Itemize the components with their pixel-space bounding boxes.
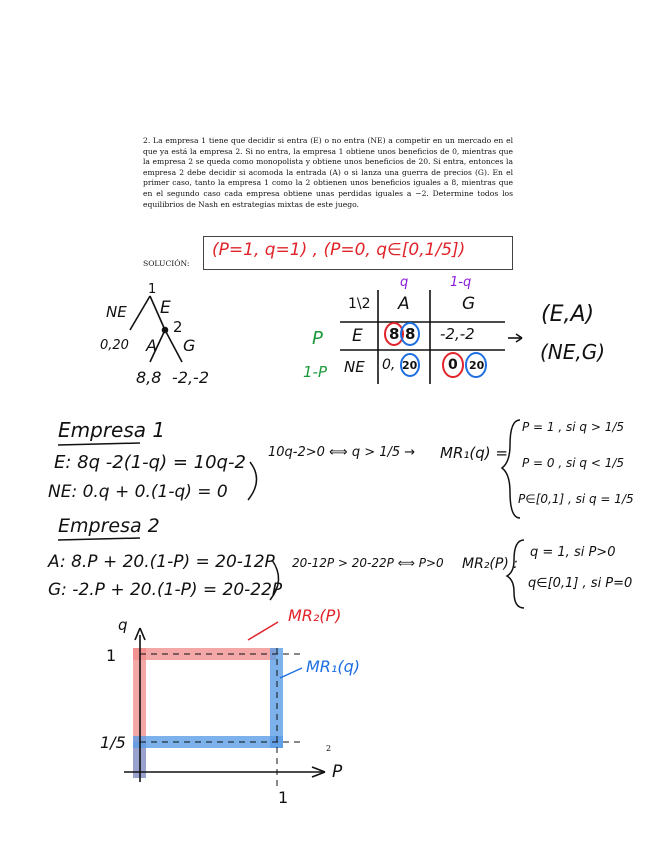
matrix-row-ne: NE (344, 358, 365, 376)
matrix-p-label: P (312, 328, 323, 349)
empresa2-condition: 20-12P > 20-22P ⟺ P>0 (292, 556, 444, 570)
empresa1-line-ne: NE: 0.q + 0.(1-q) = 0 (48, 482, 228, 502)
solution-label: SOLUCIÓN: (143, 259, 190, 268)
empresa2-underline (58, 538, 140, 540)
matrix-cell-nea-1: 0, (382, 357, 396, 373)
graph-axis-p: P (332, 762, 343, 782)
empresa1-title: Empresa 1 (58, 418, 166, 442)
matrix-col-g: G (462, 294, 476, 314)
solution-answer: (P=1, q=1) , (P=0, q∈[0,1/5]) (212, 240, 466, 260)
matrix-cell-neg-2: 20 (469, 359, 485, 372)
tree-node-1: 1 (148, 282, 157, 297)
tree-label-a: A (146, 336, 157, 355)
empresa2-line-a: A: 8.P + 20.(1-P) = 20-12P (48, 552, 275, 572)
graph-tick-one-fifth: 1/5 (100, 733, 126, 752)
tree-payoff-g: -2,-2 (172, 368, 209, 387)
graph-axis-q: q (118, 616, 128, 634)
page-number: 2 (326, 744, 332, 753)
matrix-q-label: q (400, 275, 409, 290)
matrix-arrow (508, 334, 522, 342)
matrix-one-minus-p-label: 1-P (303, 363, 328, 381)
best-response-graph (124, 622, 325, 790)
empresa1-line-e: E: 8q -2(1-q) = 10q-2 (54, 452, 246, 473)
problem-statement: 2. La empresa 1 tiene que decidir si entra (E) o no entra (NE) a competir en un mercado en el que ya está la empresa 2. Si no entra, la empresa 1 obtiene unos beneficios de 0, mientras que la empresa 2 se queda como monopolista y obtiene unos beneficios de 20. Si entra, entonces la empresa 2 debe decidir si acomoda la entrada (A) o si lanza una guerra de precios (G). En el primer caso, tanto la empresa 1 como la 2 obtienen unos beneficios iguales a 8, mientras que en el segundo caso cada empresa obtiene unas perdidas iguales a −2. Determine todos los equilibrios de Nash en estrategias mixtas de este juego. (143, 136, 513, 209)
empresa1-condition: 10q-2>0 ⟺ q > 1/5 → (268, 445, 416, 460)
empresa1-mr: MR₁(q) = (440, 444, 508, 462)
tree-label-ne: NE (106, 303, 127, 321)
mr2-case-1: q = 1, si P>0 (530, 545, 616, 560)
matrix-cell-ea-1: 8 (389, 325, 400, 343)
tree-label-g: G (183, 336, 196, 355)
graph-label-mr1: MR₁(q) (306, 657, 360, 676)
matrix-row-e: E (352, 326, 363, 346)
mr2-case-2: q∈[0,1] , si P=0 (528, 576, 633, 591)
matrix-cell-nea-2: 20 (402, 359, 418, 372)
matrix-cell-eg: -2,-2 (440, 325, 475, 343)
mr1-case-1: P = 1 , si q > 1/5 (522, 420, 625, 434)
tree-payoff-ne: 0,20 (100, 338, 129, 353)
empresa2-mr: MR₂(P) : (462, 556, 518, 572)
matrix-col-a: A (398, 294, 410, 314)
mr2-brace (507, 540, 524, 608)
tree-payoff-a: 8,8 (136, 368, 162, 387)
nash-equilibrium-2: (NE,G) (540, 340, 606, 364)
empresa1-brace (248, 462, 257, 500)
empresa2-title: Empresa 2 (58, 515, 160, 537)
tree-node-2: 2 (173, 318, 183, 336)
graph-tick-1-y: 1 (106, 646, 117, 665)
empresa1-underline (58, 443, 140, 445)
tree-label-e: E (160, 298, 171, 318)
empresa2-line-g: G: -2.P + 20.(1-P) = 20-22P (48, 580, 283, 600)
matrix-one-minus-q-label: 1-q (450, 275, 472, 290)
mr1-case-3: P∈[0,1] , si q = 1/5 (518, 492, 634, 506)
matrix-cell-neg-1: 0 (448, 357, 458, 373)
matrix-corner: 1\2 (348, 296, 371, 312)
graph-label-mr2: MR₂(P) (288, 606, 342, 625)
nash-equilibrium-1: (E,A) (541, 302, 595, 327)
matrix-cell-ea-2: 8 (405, 325, 416, 343)
graph-tick-1-x: 1 (278, 788, 289, 807)
mr1-case-2: P = 0 , si q < 1/5 (522, 456, 625, 470)
